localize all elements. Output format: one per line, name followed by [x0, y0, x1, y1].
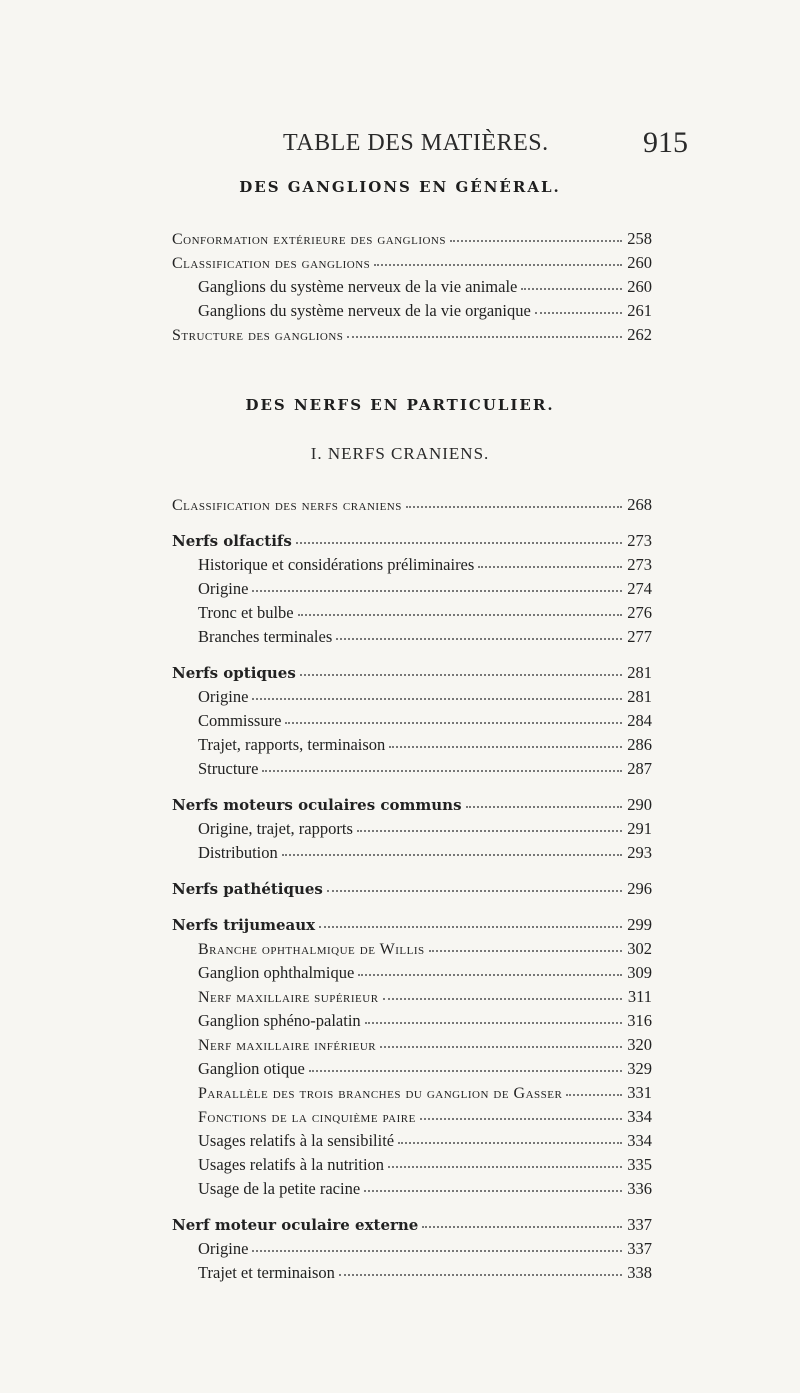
toc-entry: Classification des ganglions 260: [172, 252, 652, 272]
toc-entry: Ganglions du système nerveux de la vie animale 260: [172, 276, 652, 296]
toc-entry: Usages relatifs à la nutrition 335: [172, 1154, 652, 1174]
section-title-nerfs: DES NERFS EN PARTICULIER.: [245, 396, 555, 414]
toc-entry: Usage de la petite racine 336: [172, 1178, 652, 1198]
section-title-ganglions: DES GANGLIONS EN GÉNÉRAL.: [239, 178, 561, 196]
toc-entry: Ganglion sphéno-palatin 316: [172, 1010, 652, 1030]
toc-entry: Nerfs olfactifs 273: [172, 530, 652, 550]
toc-entry: Historique et considérations préliminaires 273: [172, 554, 652, 574]
toc-entry: Distribution 293: [172, 842, 652, 862]
toc-entry: Structure 287: [172, 758, 652, 778]
toc-entry: Ganglion otique 329: [172, 1058, 652, 1078]
toc-entry: Nerfs trijumeaux 299: [172, 914, 652, 934]
running-title: TABLE DES MATIÈRES.: [283, 130, 549, 156]
page-number: 915: [643, 126, 688, 159]
toc-entry: Ganglion ophthalmique 309: [172, 962, 652, 982]
toc-entry: Usages relatifs à la sensibilité 334: [172, 1130, 652, 1150]
toc-entry: Origine 274: [172, 578, 652, 598]
toc-entry: Branches terminales 277: [172, 626, 652, 646]
toc-entry: Nerf maxillaire supérieur 311: [172, 986, 652, 1006]
toc-entry: Nerf maxillaire inférieur 320: [172, 1034, 652, 1054]
toc-entry: Structure des ganglions 262: [172, 324, 652, 344]
toc-entry: Nerfs pathétiques 296: [172, 878, 652, 898]
toc-entry: Conformation extérieure des ganglions 258: [172, 228, 652, 248]
toc-entry: Nerf moteur oculaire externe 337: [172, 1214, 652, 1234]
toc-entry: Commissure 284: [172, 710, 652, 730]
toc-entry: Branche ophthalmique de Willis 302: [172, 938, 652, 958]
toc-entry: Nerfs optiques 281: [172, 662, 652, 682]
toc-entry: Tronc et bulbe 276: [172, 602, 652, 622]
toc-entry: Classification des nerfs craniens 268: [172, 494, 652, 514]
toc-entry: Origine, trajet, rapports 291: [172, 818, 652, 838]
subsection-title-craniens: I. NERFS CRANIENS.: [310, 444, 490, 463]
toc-entry: Nerfs moteurs oculaires communs 290: [172, 794, 652, 814]
toc-entry: Trajet et terminaison 338: [172, 1262, 652, 1282]
toc-entry: Parallèle des trois branches du ganglion de Gasser 331: [172, 1082, 652, 1102]
page-header: [0, 126, 800, 170]
toc-entry: Origine 281: [172, 686, 652, 706]
toc-entry: Origine 337: [172, 1238, 652, 1258]
toc-entry: Fonctions de la cinquième paire 334: [172, 1106, 652, 1126]
toc-entry: Trajet, rapports, terminaison 286: [172, 734, 652, 754]
toc-entry: Ganglions du système nerveux de la vie organique 261: [172, 300, 652, 320]
